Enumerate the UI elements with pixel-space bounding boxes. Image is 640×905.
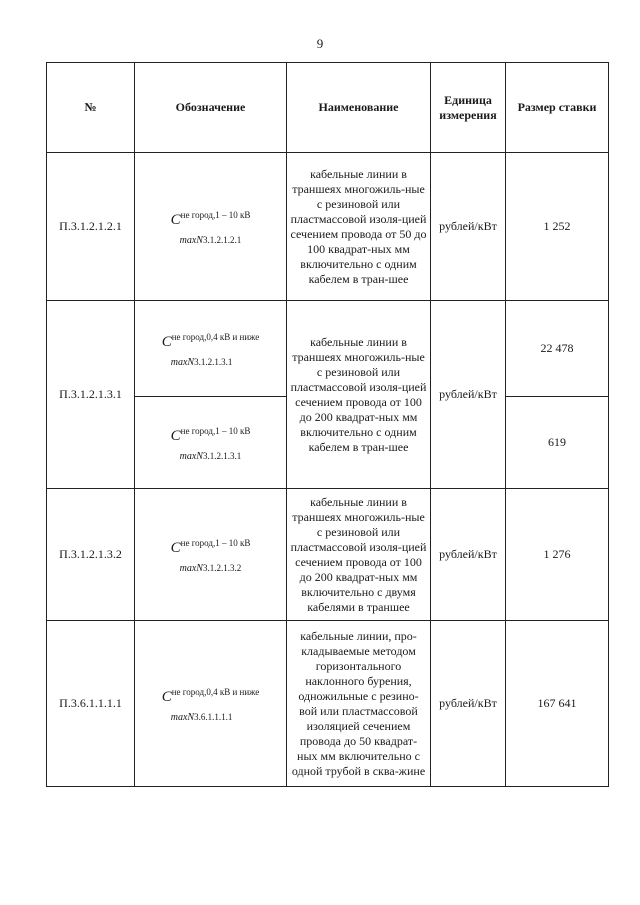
row-name: кабельные линии в траншеях многожиль-ные с резиновой или пластмассовой изоля-цией сечением провода от 100 до 200 квадрат-ных мм включительно с двумя кабелями в траншее bbox=[287, 489, 431, 621]
designation-subscript-code: 3.1.2.1.3.1 bbox=[194, 357, 233, 367]
row-rate: 1 276 bbox=[506, 489, 609, 621]
row-name: кабельные линии в траншеях многожиль-ные с резиновой или пластмассовой изоля-цией сечением провода от 100 до 200 квадрат-ных мм включительно с одним кабелем в тран-шее bbox=[287, 301, 431, 489]
rates-table bbox=[46, 62, 609, 787]
designation-cell bbox=[135, 489, 287, 621]
designation-formula bbox=[162, 685, 260, 722]
designation-cell bbox=[135, 301, 287, 397]
row-unit: рублей/кВт bbox=[431, 301, 506, 489]
header-name: Наименование bbox=[287, 63, 431, 153]
designation-base: C bbox=[170, 212, 181, 228]
designation-subscript-code: 3.6.1.1.1.1 bbox=[194, 712, 233, 722]
row-rate: 1 252 bbox=[506, 153, 609, 301]
designation-base: C bbox=[161, 334, 172, 350]
designation-subscript-maxn: maxN bbox=[170, 357, 195, 368]
designation-subscript-code: 3.1.2.1.3.2 bbox=[202, 563, 242, 573]
designation-subscript-maxn: maxN bbox=[170, 712, 195, 723]
header-designation: Обозначение bbox=[135, 63, 287, 153]
row-number: П.3.1.2.1.2.1 bbox=[47, 153, 135, 301]
designation-subscript-code: 3.1.2.1.3.1 bbox=[202, 451, 242, 461]
designation-cell bbox=[135, 397, 287, 489]
designation-subscript bbox=[180, 563, 242, 573]
header-unit: Единица измерения bbox=[431, 63, 506, 153]
designation-base: C bbox=[161, 689, 172, 705]
designation-subscript-maxn: maxN bbox=[179, 451, 203, 462]
designation-superscript: не город,1 – 10 кВ bbox=[180, 426, 251, 436]
designation-subscript bbox=[180, 235, 242, 245]
row-rate: 619 bbox=[506, 397, 609, 489]
designation-subscript bbox=[171, 357, 233, 367]
header-number: № bbox=[47, 63, 135, 153]
designation-superscript: не город,1 – 10 кВ bbox=[180, 210, 251, 220]
designation-cell bbox=[135, 621, 287, 787]
row-rate: 167 641 bbox=[506, 621, 609, 787]
row-number: П.3.1.2.1.3.1 bbox=[47, 301, 135, 489]
row-rate: 22 478 bbox=[506, 301, 609, 397]
row-number: П.3.1.2.1.3.2 bbox=[47, 489, 135, 621]
designation-subscript bbox=[171, 712, 233, 722]
table-row bbox=[47, 153, 609, 301]
designation-subscript-code: 3.1.2.1.2.1 bbox=[202, 235, 242, 245]
designation-superscript: не город,0,4 кВ и ниже bbox=[171, 687, 260, 697]
table-row bbox=[47, 301, 609, 397]
designation-base: C bbox=[170, 428, 181, 444]
designation-cell bbox=[135, 153, 287, 301]
header-rate: Размер ставки bbox=[506, 63, 609, 153]
row-name: кабельные линии в траншеях многожиль-ные с резиновой или пластмассовой изоля-цией сечением провода от 50 до 100 квадрат-ных мм включительно с одним кабелем в тран-шее bbox=[287, 153, 431, 301]
designation-formula bbox=[162, 330, 260, 367]
row-unit: рублей/кВт bbox=[431, 489, 506, 621]
designation-formula bbox=[171, 536, 251, 573]
designation-subscript-maxn: maxN bbox=[179, 563, 203, 574]
row-name: кабельные линии, про-кладываемые методом горизонтального наклонного бурения, одножильные с резино-вой или пластмассовой изоляцией сечением провода до 50 квадрат-ных мм включительно с одной трубой в сква-жине bbox=[287, 621, 431, 787]
row-unit: рублей/кВт bbox=[431, 621, 506, 787]
page-number: 9 bbox=[316, 36, 324, 51]
table-row bbox=[47, 489, 609, 621]
designation-subscript bbox=[180, 451, 242, 461]
designation-base: C bbox=[170, 540, 181, 556]
designation-superscript: не город,0,4 кВ и ниже bbox=[171, 332, 260, 342]
designation-formula bbox=[171, 208, 251, 245]
table-header-row bbox=[47, 63, 609, 153]
row-number: П.3.6.1.1.1.1 bbox=[47, 621, 135, 787]
table-row bbox=[47, 621, 609, 787]
table-body bbox=[47, 153, 609, 787]
designation-formula bbox=[171, 424, 251, 461]
designation-superscript: не город,1 – 10 кВ bbox=[180, 538, 251, 548]
designation-subscript-maxn: maxN bbox=[179, 235, 203, 246]
row-unit: рублей/кВт bbox=[431, 153, 506, 301]
